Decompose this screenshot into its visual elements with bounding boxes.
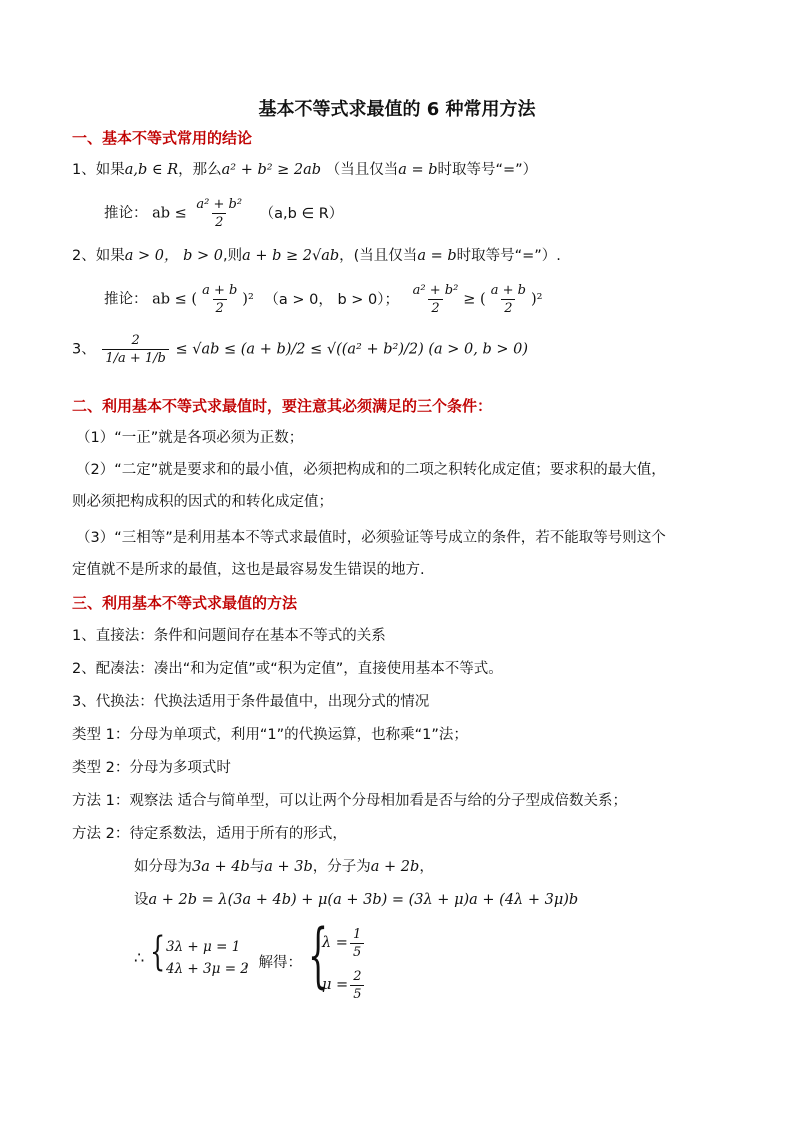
s1-item3-fraction	[102, 332, 169, 367]
s3-sol-mu-den: 5	[350, 985, 364, 1003]
s3-sol-mu-row	[322, 964, 366, 1006]
s3-solution	[322, 922, 366, 1006]
s1-cor1-den: 2	[212, 213, 226, 231]
s1-item3-cond: (a > 0, b > 0)	[428, 341, 529, 358]
s3-method1: 1、直接法：条件和问题间存在基本不等式的关系	[72, 628, 386, 644]
s3-sol-lambda-num: 1	[352, 926, 362, 942]
s3-sol-lambda-fraction	[350, 926, 364, 961]
s1-cor2b-num: a² + b²	[412, 283, 459, 298]
s3-sol-mu-fraction	[350, 968, 364, 1003]
s3-method2: 2、配凑法：凑出“和为定值”或“积为定值”，直接使用基本不等式。	[72, 661, 503, 677]
s3-approach1: 方法 1：观察法 适合与简单型，可以让两个分母相加看是否与给的分子型成倍数关系；	[72, 793, 627, 809]
s3-ex-end: ，	[419, 859, 434, 875]
s3-sys-eq1: 3λ + μ = 1	[166, 939, 241, 955]
s2-p2a: （2）“二定”就是要求和的最小值，必须把构成和的二项之积转化成定值；要求积的最大值，	[76, 462, 666, 478]
section2-heading: 二、利用基本不等式求最值时，要注意其必须满足的三个条件：	[72, 397, 493, 415]
s1-cor2-den: 2	[213, 299, 227, 317]
s1-cor1-cond: （a,b ∈ R）	[259, 205, 344, 222]
s1-cor2-label: 推论：	[104, 291, 148, 308]
s3-ex-pre: 如分母为	[134, 859, 192, 875]
section3-heading: 三、利用基本不等式求最值的方法	[72, 594, 298, 612]
s3-setup-line	[134, 890, 578, 910]
s1-item2-formula: a + b ≥ 2√ab	[242, 248, 340, 264]
s3-therefore: ∴	[134, 948, 145, 967]
section1-heading: 一、基本不等式常用的结论	[72, 129, 253, 147]
s3-ex-and: 与	[249, 859, 265, 875]
s1-cor2b-den: 2	[428, 299, 442, 317]
s2-p1: （1）“一正”就是各项必须为正数；	[76, 430, 304, 446]
page-title: 基本不等式求最值的 6 种常用方法	[258, 99, 536, 120]
s1-item1-formula: a² + b² ≥ 2ab	[221, 162, 322, 178]
s3-system	[166, 936, 249, 980]
s1-item1-mid: ，那么	[178, 162, 222, 178]
s3-approach2: 方法 2：待定系数法，适用于所有的形式，	[72, 826, 347, 842]
s1-corollary1	[104, 196, 343, 231]
s3-sol-lambda-den: 5	[350, 943, 364, 961]
s3-solution-brace-icon: {	[308, 914, 329, 996]
s1-cor2b-pow: )²	[530, 291, 543, 308]
s1-item3-chain: ≤ √ab ≤ (a + b)/2 ≤ √((a² + b²)/2)	[175, 341, 424, 358]
s1-cor2b-ge: ≥ (	[463, 291, 486, 308]
s1-cor2-num: a + b	[202, 283, 238, 298]
s3-ex-num: a + 2b	[370, 859, 420, 875]
s1-item2-cond: a > 0， b > 0	[124, 248, 223, 264]
s1-item1-suffix: （当且仅当	[325, 162, 399, 178]
s1-item2-then: ,则	[222, 248, 243, 264]
s3-system-brace-icon: {	[150, 929, 166, 975]
s1-cor2b-fraction2	[488, 282, 529, 317]
s3-method3: 3、代换法：代换法适用于条件最值中，出现分式的情况	[72, 694, 430, 710]
s3-example-line	[134, 857, 434, 877]
s3-type1: 类型 1：分母为单项式，利用“1”的代换运算，也称乘“1”法；	[72, 727, 468, 743]
s1-cor2-pow: )²	[242, 291, 254, 308]
s1-cor1-num: a² + b²	[196, 197, 243, 212]
s1-cor2b-den2: 2	[501, 299, 515, 317]
s3-ex-d1: 3a + 4b	[192, 859, 250, 875]
s1-cor1-lhs: ab ≤	[152, 205, 187, 222]
s1-item3-prefix: 3、	[72, 341, 96, 358]
s1-item1	[72, 160, 537, 180]
s1-item2	[72, 246, 561, 266]
s1-item3-num: 2	[131, 333, 140, 348]
s3-solve-label: ，解得：	[244, 955, 302, 971]
s1-item2-prefix: 2、如果	[72, 248, 125, 264]
s1-cor2-lhs: ab ≤ (	[152, 291, 198, 308]
s1-item1-tail: 时取等号“=”）	[437, 162, 538, 178]
s1-item1-eq: a = b	[398, 162, 438, 178]
s3-ex-d2: a + 3b	[264, 859, 313, 875]
s1-item2-tail: 时取等号“=”）.	[456, 248, 561, 264]
s3-sys-eq2: 4λ + 3μ = 2	[166, 961, 249, 977]
s1-item2-eq: a = b	[417, 248, 457, 264]
s1-cor2b-num2: a + b	[490, 283, 526, 298]
s1-cor1-fraction	[193, 196, 245, 231]
s1-item2-suffix: ，(当且仅当	[339, 248, 418, 264]
s2-p2b: 则必须把构成积的因式的和转化成定值；	[72, 494, 333, 510]
s1-item3-den: 1/a + 1/b	[102, 349, 169, 367]
s1-item3	[72, 332, 528, 367]
s1-cor2-fraction	[199, 282, 240, 317]
s2-p3b: 定值就不是所求的最值，这也是最容易发生错误的地方.	[72, 562, 425, 578]
s3-set-formula: a + 2b = λ(3a + 4b) + μ(a + 3b) = (3λ + μ)a + (4λ + 3μ)b	[148, 892, 579, 908]
s1-corollary2	[104, 282, 542, 317]
s1-cor2b-fraction	[410, 282, 462, 317]
s2-p3a: （3）“三相等”是利用基本不等式求最值时，必须验证等号成立的条件，若不能取等号则这个	[76, 530, 666, 546]
s1-cor2-cond: （a > 0， b > 0）；	[264, 291, 400, 308]
s1-item1-prefix: 1、如果	[72, 162, 125, 178]
s3-ex-num-label: ，分子为	[312, 859, 371, 875]
s3-sol-mu: μ =	[322, 977, 349, 993]
s3-set-pre: 设	[134, 892, 149, 908]
s1-item1-cond: a,b ∈ R	[124, 162, 179, 178]
s3-type2: 类型 2：分母为多项式时	[72, 760, 231, 776]
s3-sol-mu-num: 2	[353, 968, 362, 984]
s3-sol-lambda: λ =	[322, 935, 348, 951]
s3-sol-lambda-row	[322, 922, 366, 964]
s1-cor1-label: 推论：	[104, 205, 148, 222]
